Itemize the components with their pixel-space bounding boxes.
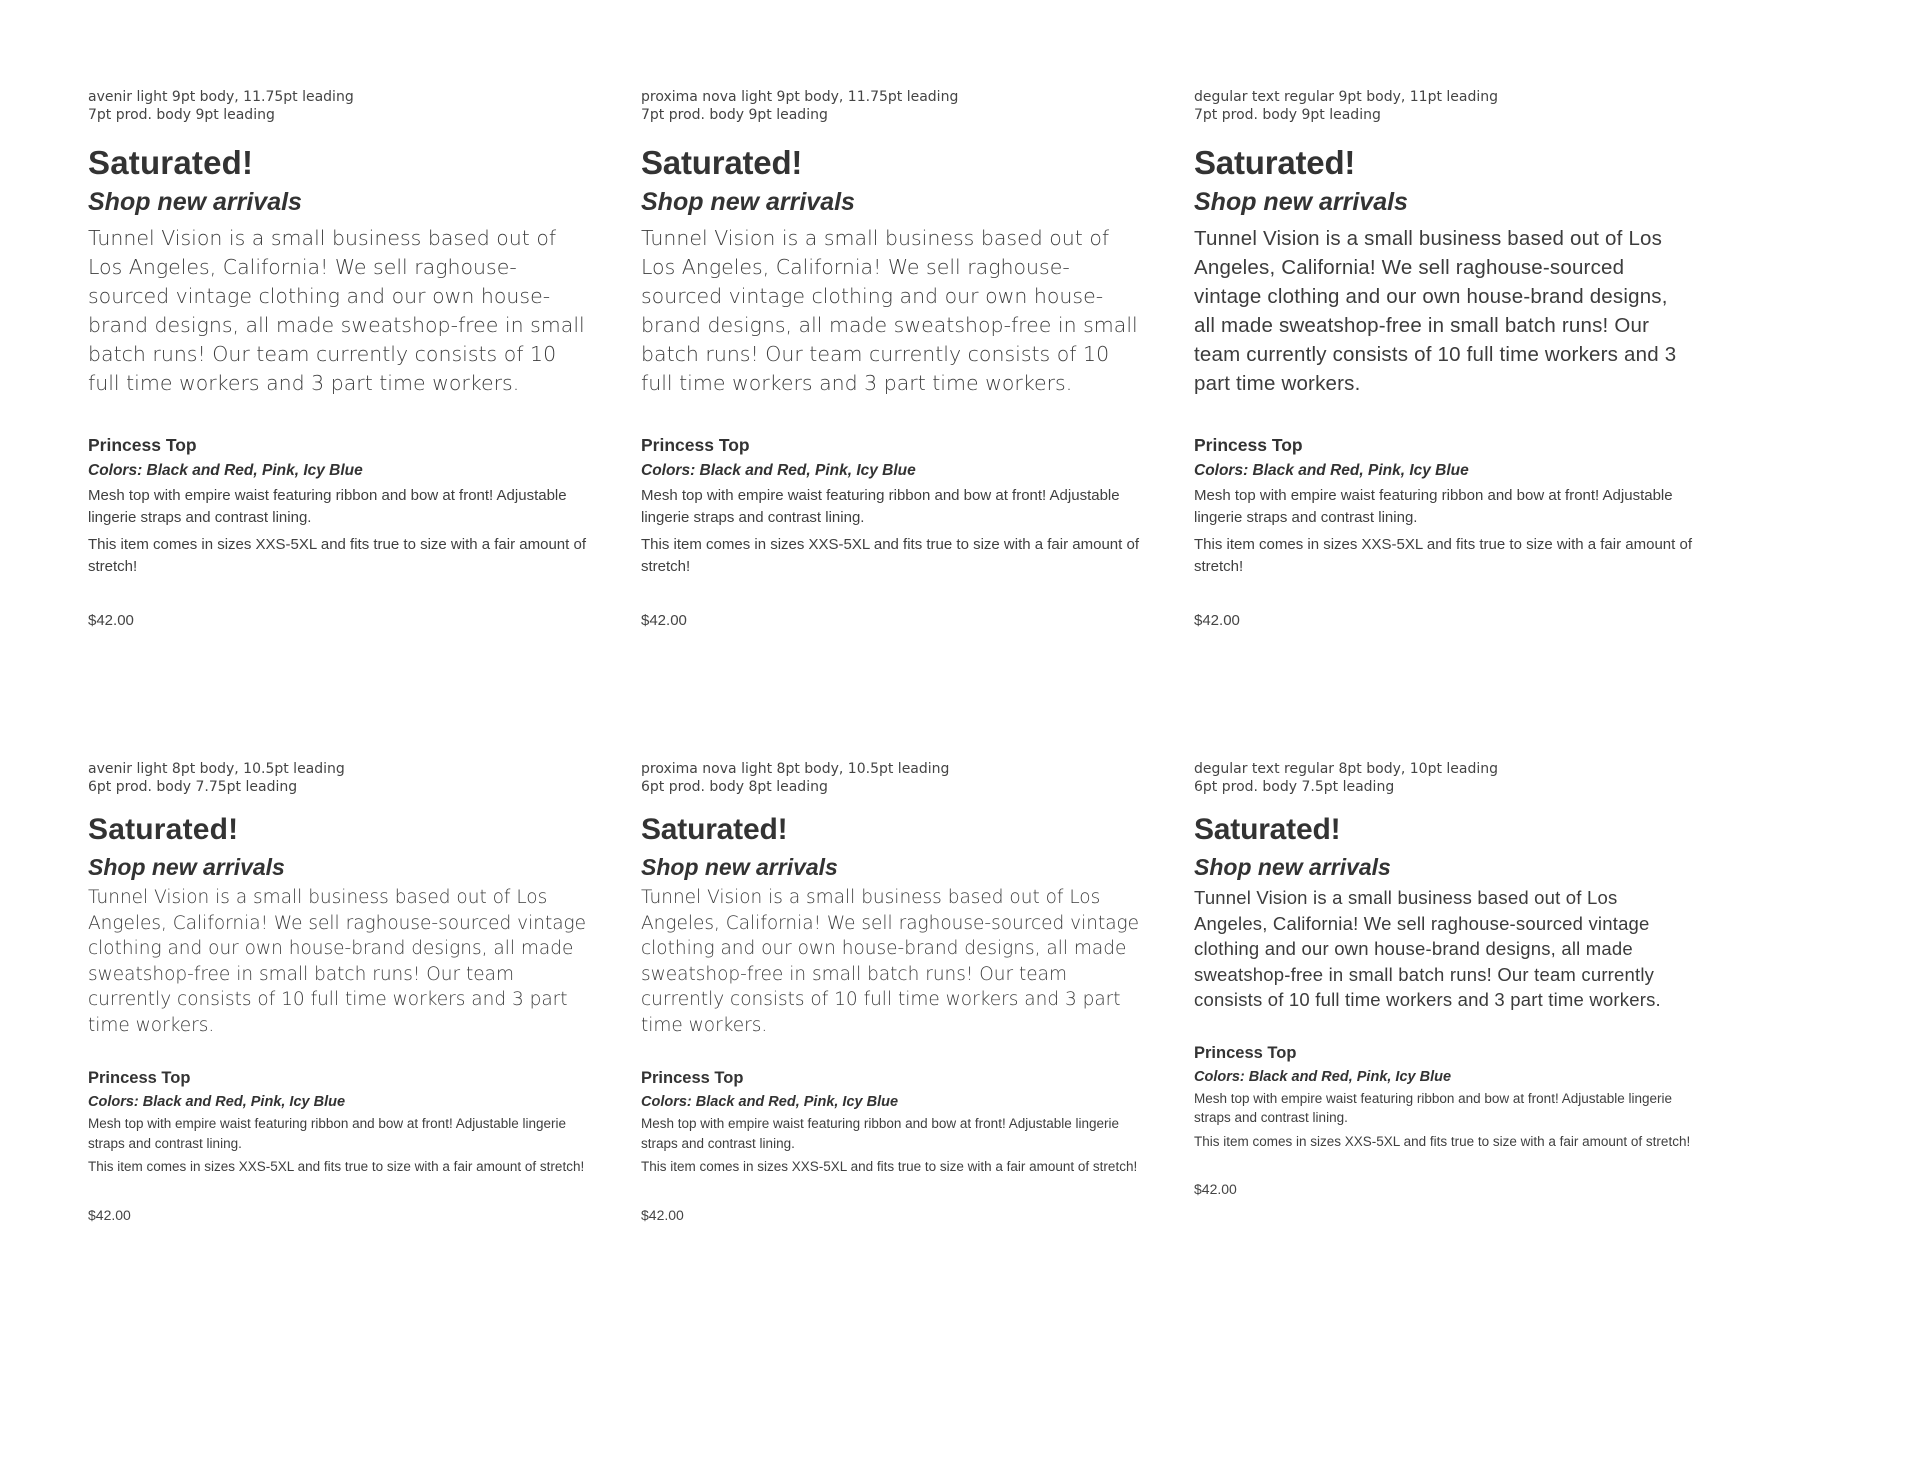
product-sizes: This item comes in sizes XXS-5XL and fits true to size with a fair amount of stretch! — [1194, 536, 1692, 575]
body-copy: Tunnel Vision is a small business based out of Los Angeles, California! We sell raghouse-sourced vintage clothing and our own house-brand designs, all made sweatshop-free in small batch runs! Our team currently consists of 10 full time workers and 3 part time workers. — [641, 887, 1140, 1036]
product-price: $42.00 — [1194, 1181, 1237, 1197]
spec-note-line2: 6pt prod. body 7.5pt leading — [1194, 779, 1395, 795]
spec-note-line1: degular text regular 8pt body, 10pt leading — [1194, 761, 1499, 777]
product-colors: Colors: Black and Red, Pink, Icy Blue — [641, 462, 916, 479]
subhead: Shop new arrivals — [88, 188, 302, 216]
product-price: $42.00 — [641, 1206, 684, 1223]
spec-note-line2: 6pt prod. body 8pt leading — [641, 779, 828, 795]
product-sizes: This item comes in sizes XXS-5XL and fits true to size with a fair amount of stretch! — [88, 536, 586, 575]
product-description: Mesh top with empire waist featuring ribbon and bow at front! Adjustable lingerie straps and contrast lining. — [88, 487, 567, 526]
subhead: Shop new arrivals — [88, 854, 285, 880]
product-sizes: This item comes in sizes XXS-5XL and fits true to size with a fair amount of stretch! — [641, 1159, 1138, 1174]
product-name: Princess Top — [88, 1069, 191, 1087]
body-copy: Tunnel Vision is a small business based out of Los Angeles, California! We sell raghouse-sourced vintage clothing and our own house-brand designs, all made sweatshop-free in small batch runs! Our team currently consists of 10 full time workers and 3 part time workers. — [1194, 227, 1677, 395]
type-specimen-avenir-8pt — [88, 760, 588, 1225]
product-name: Princess Top — [641, 1069, 744, 1087]
headline: Saturated! — [641, 144, 803, 181]
headline: Saturated! — [1194, 813, 1341, 846]
body-copy: Tunnel Vision is a small business based out of Los Angeles, California! We sell raghouse-sourced vintage clothing and our own house-brand designs, all made sweatshop-free in small batch runs! Our team currently consists of 10 full time workers and 3 part time workers. — [641, 226, 1138, 395]
product-colors: Colors: Black and Red, Pink, Icy Blue — [1194, 1068, 1452, 1085]
type-specimen-degular-9pt — [1194, 88, 1694, 631]
product-name: Princess Top — [641, 435, 750, 455]
product-colors: Colors: Black and Red, Pink, Icy Blue — [88, 1094, 346, 1110]
headline: Saturated! — [641, 813, 788, 846]
type-specimen-avenir-9pt — [88, 88, 588, 631]
headline: Saturated! — [88, 144, 254, 181]
product-description: Mesh top with empire waist featuring ribbon and bow at front! Adjustable lingerie straps and contrast lining. — [1194, 487, 1673, 526]
product-price: $42.00 — [88, 1206, 131, 1223]
product-price: $42.00 — [1194, 612, 1240, 629]
subhead: Shop new arrivals — [1194, 854, 1391, 880]
product-name: Princess Top — [88, 435, 197, 455]
headline: Saturated! — [1194, 144, 1356, 181]
subhead: Shop new arrivals — [641, 854, 838, 880]
spec-note-line1: avenir light 8pt body, 10.5pt leading — [88, 761, 345, 777]
subhead: Shop new arrivals — [641, 188, 855, 216]
spec-note-line2: 7pt prod. body 9pt leading — [88, 107, 275, 123]
type-specimen-degular-8pt — [1194, 760, 1694, 1199]
subhead: Shop new arrivals — [1194, 188, 1408, 216]
product-sizes: This item comes in sizes XXS-5XL and fits true to size with a fair amount of stretch! — [1194, 1133, 1691, 1149]
spec-note-line1: proxima nova light 8pt body, 10.5pt leading — [641, 761, 950, 777]
spec-note-line1: avenir light 9pt body, 11.75pt leading — [88, 89, 354, 105]
body-copy: Tunnel Vision is a small business based out of Los Angeles, California! We sell raghouse-sourced vintage clothing and our own house-brand designs, all made sweatshop-free in small batch runs! Our team currently consists of 10 full time workers and 3 part time workers. — [88, 226, 585, 395]
product-price: $42.00 — [88, 612, 134, 629]
product-sizes: This item comes in sizes XXS-5XL and fits true to size with a fair amount of stretch! — [641, 536, 1139, 575]
type-specimen-proxima-9pt — [641, 88, 1141, 631]
product-colors: Colors: Black and Red, Pink, Icy Blue — [1194, 462, 1469, 479]
product-description: Mesh top with empire waist featuring ribbon and bow at front! Adjustable lingerie straps and contrast lining. — [88, 1116, 567, 1151]
headline: Saturated! — [88, 813, 239, 846]
spec-note-line1: degular text regular 9pt body, 11pt leading — [1194, 89, 1499, 105]
product-description: Mesh top with empire waist featuring ribbon and bow at front! Adjustable lingerie straps and contrast lining. — [1194, 1090, 1673, 1125]
product-description: Mesh top with empire waist featuring ribbon and bow at front! Adjustable lingerie straps and contrast lining. — [641, 487, 1120, 526]
spec-note-line1: proxima nova light 9pt body, 11.75pt leading — [641, 89, 959, 105]
product-description: Mesh top with empire waist featuring ribbon and bow at front! Adjustable lingerie straps and contrast lining. — [641, 1116, 1120, 1151]
body-copy: Tunnel Vision is a small business based out of Los Angeles, California! We sell raghouse-sourced vintage clothing and our own house-brand designs, all made sweatshop-free in small batch runs! Our team currently consists of 10 full time workers and 3 part time workers. — [88, 887, 587, 1036]
spec-note-line2: 7pt prod. body 9pt leading — [641, 107, 828, 123]
body-copy: Tunnel Vision is a small business based out of Los Angeles, California! We sell raghouse-sourced vintage clothing and our own house-brand designs, all made sweatshop-free in small batch runs! Our team currently consists of 10 full time workers and 3 part time workers. — [1194, 887, 1661, 1010]
type-specimen-proxima-8pt — [641, 760, 1141, 1225]
product-name: Princess Top — [1194, 1043, 1297, 1062]
spec-note-line2: 7pt prod. body 9pt leading — [1194, 107, 1381, 123]
product-sizes: This item comes in sizes XXS-5XL and fits true to size with a fair amount of stretch! — [88, 1159, 585, 1174]
product-colors: Colors: Black and Red, Pink, Icy Blue — [641, 1094, 899, 1110]
product-colors: Colors: Black and Red, Pink, Icy Blue — [88, 462, 363, 479]
spec-note-line2: 6pt prod. body 7.75pt leading — [88, 779, 298, 795]
product-price: $42.00 — [641, 612, 687, 629]
product-name: Princess Top — [1194, 435, 1303, 455]
